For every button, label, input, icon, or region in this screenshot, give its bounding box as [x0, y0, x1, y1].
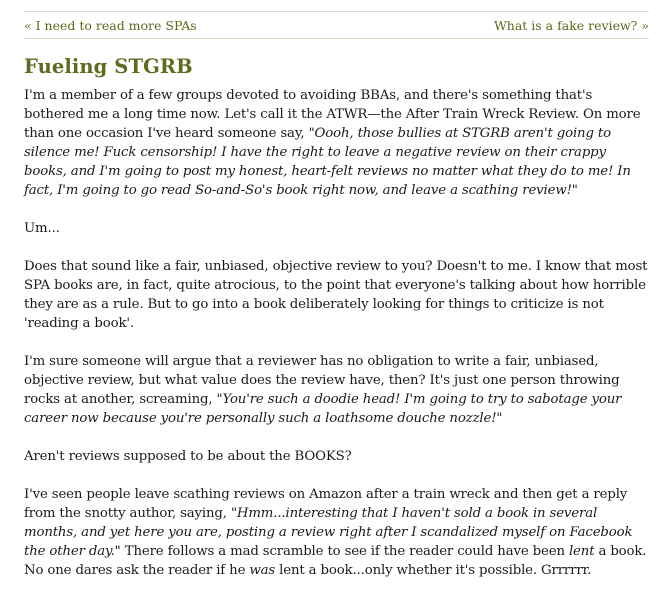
next-post-link[interactable]: What is a fake review? »	[493, 17, 649, 33]
post-body	[24, 86, 649, 580]
post-paragraph	[24, 485, 649, 580]
italic-text-run: "Hmm...interesting that I haven't sold a book in several months, and yet here you are, posting a review right after I scandalized myself on Facebook the other day."	[24, 506, 633, 559]
text-run: a book. No one dares ask the reader if he	[24, 544, 647, 578]
nav-divider	[24, 38, 649, 39]
text-run: I'm a member of a few groups devoted to avoiding BBAs, and there's something that's bothered me a long time now. Let's call it the ATWR—the After Train Wreck Review. On more than one occasion I've heard someone say,	[24, 88, 641, 141]
text-run: Um...	[24, 221, 60, 236]
text-run: There follows a mad scramble to see if the reader could have been	[120, 544, 569, 559]
italic-text-run: "You're such a doodie head! I'm going to try to sabotage your career now because you're personally such a loathsome douche nozzle!"	[24, 392, 622, 426]
post-paragraph	[24, 257, 649, 333]
italic-text-run: lent	[568, 544, 595, 559]
post-paragraph	[24, 447, 649, 466]
post-paragraph	[24, 352, 649, 428]
italic-text-run: "Oooh, those bullies at STGRB aren't going to silence me! Fuck censorship! I have the right to leave a negative review on their crappy books, and I'm going to post my honest, heart-felt reviews no matter what they do to me! In fact, I'm going to go read So-and-So's book right now, and leave a scathing review!"	[24, 126, 631, 198]
post-navigation	[24, 12, 649, 38]
italic-text-run: was	[249, 563, 276, 578]
post-paragraph	[24, 219, 649, 238]
previous-post-link[interactable]: « I need to read more SPAs	[24, 17, 197, 33]
post-title: Fueling STGRB	[24, 55, 193, 78]
text-run: I'm sure someone will argue that a reviewer has no obligation to write a fair, unbiased, objective review, but what value does the review have, then? It's just one person throwing rocks at another, screaming,	[24, 354, 620, 407]
text-run: lent a book...only whether it's possible. Grrrrrr.	[275, 563, 592, 578]
post-paragraph	[24, 86, 649, 200]
text-run: Aren't reviews supposed to be about the BOOKS?	[24, 449, 352, 464]
text-run: I've seen people leave scathing reviews on Amazon after a train wreck and then get a reply from the snotty author, saying,	[24, 487, 628, 521]
blog-post-page	[24, 0, 649, 599]
text-run: Does that sound like a fair, unbiased, objective review to you? Doesn't to me. I know that most SPA books are, in fact, quite atrocious, to the point that everyone's talking about how horrible they are as a rule. But to go into a book deliberately looking for things to criticize is not 'reading a book'.	[24, 259, 648, 331]
